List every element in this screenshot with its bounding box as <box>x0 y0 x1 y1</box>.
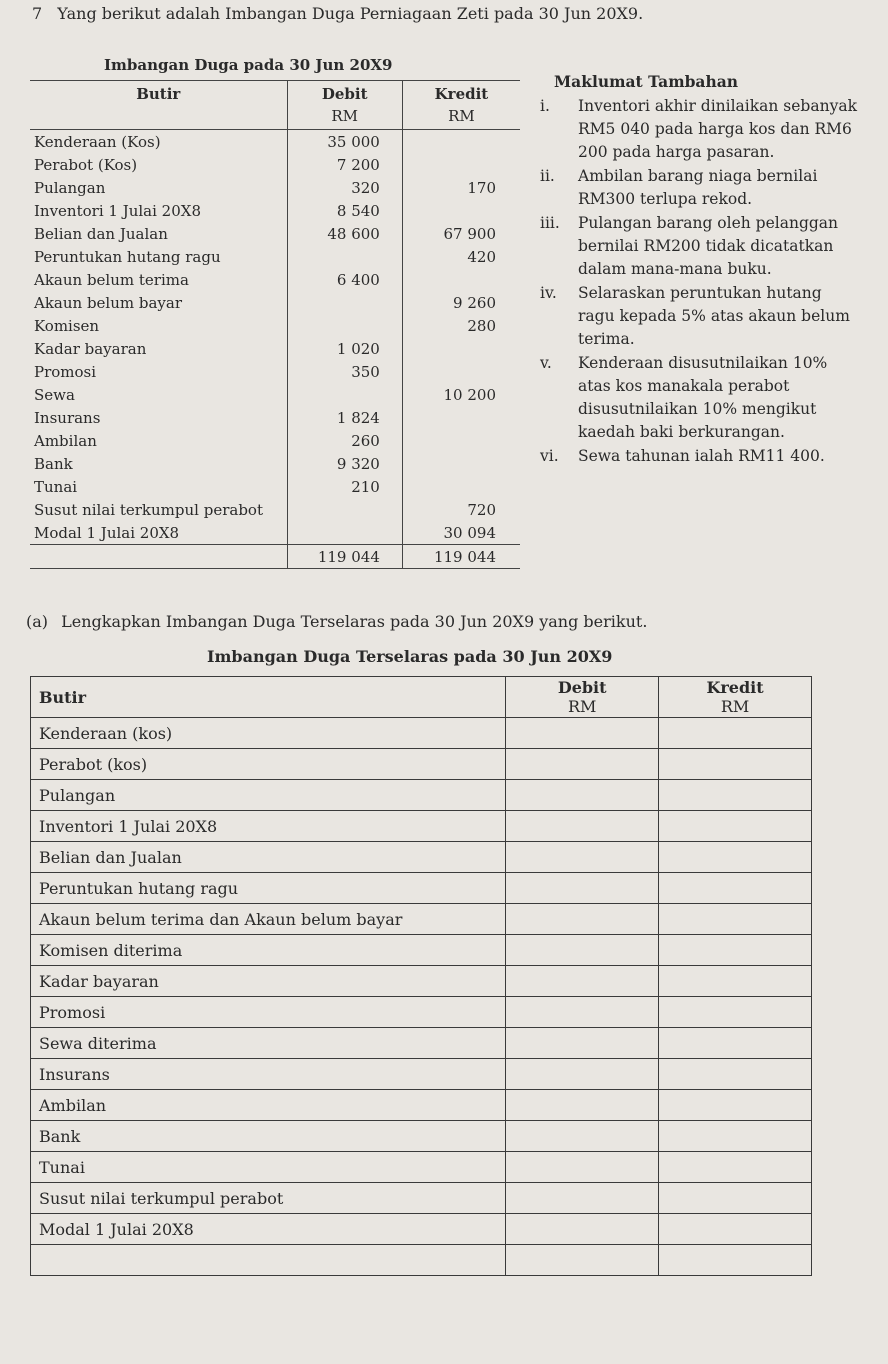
additional-info-item <box>540 445 860 468</box>
row-debit <box>287 521 402 545</box>
row-credit: 420 <box>402 245 520 268</box>
row-credit: 10 200 <box>402 383 520 406</box>
additional-info-title: Maklumat Tambahan <box>554 72 739 91</box>
trial-balance-row <box>30 245 520 268</box>
row-credit <box>402 268 520 291</box>
adjusted-total-debit-blank[interactable] <box>506 1245 659 1276</box>
row-debit: 1 020 <box>287 337 402 360</box>
header-debit-unit: RM <box>331 107 359 125</box>
adjusted-tb-row <box>31 1121 812 1152</box>
adjusted-tb-row <box>31 1059 812 1090</box>
adjusted-row-credit-blank[interactable] <box>659 811 812 842</box>
row-credit: 9 260 <box>402 291 520 314</box>
row-credit <box>402 199 520 222</box>
additional-info-list <box>540 95 860 468</box>
adjusted-tb-row <box>31 1214 812 1245</box>
additional-info-item <box>540 282 860 351</box>
row-credit <box>402 406 520 429</box>
adjusted-tb-row <box>31 1090 812 1121</box>
question-heading <box>32 4 643 23</box>
row-item: Perabot (Kos) <box>34 155 138 174</box>
row-debit: 260 <box>287 429 402 452</box>
row-item: Insurans <box>34 408 101 427</box>
adjusted-header-credit-label: Kredit <box>706 678 764 697</box>
adjusted-tb-total-row <box>31 1245 812 1276</box>
row-debit <box>287 498 402 521</box>
adjusted-row-debit-blank[interactable] <box>506 1152 659 1183</box>
row-item: Bank <box>34 454 73 473</box>
header-credit <box>402 81 520 130</box>
trial-balance-header-row <box>30 81 520 130</box>
adjusted-row-credit-blank[interactable] <box>659 1183 812 1214</box>
adjusted-tb-row <box>31 780 812 811</box>
row-credit <box>402 337 520 360</box>
adjusted-tb-header-row <box>31 677 812 718</box>
row-debit: 8 540 <box>287 199 402 222</box>
adjusted-row-credit-blank[interactable] <box>659 718 812 749</box>
row-debit: 350 <box>287 360 402 383</box>
trial-balance-row <box>30 360 520 383</box>
header-butir: Butir <box>30 81 287 130</box>
adjusted-row-item: Kenderaan (kos) <box>31 718 506 749</box>
additional-info-text: Inventori akhir dinilaikan sebanyak RM5 040 pada harga kos dan RM6 200 pada harga pasaran. <box>578 97 857 161</box>
header-debit-label: Debit <box>321 85 368 103</box>
adjusted-row-item: Ambilan <box>31 1090 506 1121</box>
adjusted-row-item: Komisen diterima <box>31 935 506 966</box>
row-credit: 280 <box>402 314 520 337</box>
trial-balance-row <box>30 291 520 314</box>
row-debit: 48 600 <box>287 222 402 245</box>
additional-info-number: ii. <box>540 167 555 185</box>
trial-balance-row <box>30 452 520 475</box>
header-credit-label: Kredit <box>434 85 489 103</box>
adjusted-row-debit-blank[interactable] <box>506 1059 659 1090</box>
adjusted-row-credit-blank[interactable] <box>659 935 812 966</box>
question-number: 7 <box>32 4 43 23</box>
additional-info-number: i. <box>540 97 550 115</box>
row-credit: 30 094 <box>402 521 520 545</box>
adjusted-tb-row <box>31 811 812 842</box>
total-debit: 119 044 <box>287 545 402 569</box>
additional-info-item <box>540 212 860 281</box>
adjusted-header-credit-unit: RM <box>720 697 750 716</box>
row-item: Peruntukan hutang ragu <box>34 247 221 266</box>
adjusted-tb-row <box>31 1183 812 1214</box>
adjusted-row-debit-blank[interactable] <box>506 1214 659 1245</box>
adjusted-row-credit-blank[interactable] <box>659 1121 812 1152</box>
row-item: Akaun belum terima <box>34 270 189 289</box>
adjusted-row-credit-blank[interactable] <box>659 1059 812 1090</box>
row-item: Promosi <box>34 362 97 381</box>
row-item: Kenderaan (Kos) <box>34 132 161 151</box>
adjusted-header-butir: Butir <box>31 677 506 718</box>
adjusted-tb-title: Imbangan Duga Terselaras pada 30 Jun 20X9 <box>207 647 613 666</box>
additional-info-item <box>540 165 860 211</box>
adjusted-trial-balance-table <box>30 676 812 1276</box>
adjusted-total-credit-blank[interactable] <box>659 1245 812 1276</box>
row-credit: 170 <box>402 176 520 199</box>
adjusted-row-item: Promosi <box>31 997 506 1028</box>
trial-balance-row <box>30 337 520 360</box>
adjusted-tb-row <box>31 904 812 935</box>
row-item: Belian dan Jualan <box>34 224 168 243</box>
adjusted-row-item: Modal 1 Julai 20X8 <box>31 1214 506 1245</box>
row-item: Inventori 1 Julai 20X8 <box>34 201 201 220</box>
row-credit <box>402 360 520 383</box>
adjusted-tb-body <box>31 718 812 1276</box>
header-debit <box>287 81 402 130</box>
additional-info-text: Ambilan barang niaga bernilai RM300 terlupa rekod. <box>578 167 818 208</box>
adjusted-tb-row <box>31 749 812 780</box>
adjusted-row-credit-blank[interactable] <box>659 873 812 904</box>
trial-balance-table <box>30 80 520 569</box>
question-intro: Yang berikut adalah Imbangan Duga Perniagaan Zeti pada 30 Jun 20X9. <box>57 4 644 23</box>
additional-info-item <box>540 352 860 444</box>
row-debit: 7 200 <box>287 153 402 176</box>
additional-info-number: vi. <box>540 447 559 465</box>
row-debit: 210 <box>287 475 402 498</box>
row-credit <box>402 475 520 498</box>
additional-info-text: Pulangan barang oleh pelanggan bernilai RM200 tidak dicatatkan dalam mana-mana buku. <box>578 214 839 278</box>
adjusted-row-item: Perabot (kos) <box>31 749 506 780</box>
trial-balance-row <box>30 406 520 429</box>
adjusted-row-item: Akaun belum terima dan Akaun belum bayar <box>31 904 506 935</box>
row-credit <box>402 429 520 452</box>
adjusted-tb-row <box>31 842 812 873</box>
trial-balance-row <box>30 130 520 154</box>
part-a-label: (a) <box>26 612 49 631</box>
additional-info-text: Selaraskan peruntukan hutang ragu kepada 5% atas akaun belum terima. <box>578 284 850 348</box>
row-item: Susut nilai terkumpul perabot <box>34 500 263 519</box>
adjusted-row-credit-blank[interactable] <box>659 966 812 997</box>
adjusted-total-label-blank <box>31 1245 506 1276</box>
adjusted-row-item: Kadar bayaran <box>31 966 506 997</box>
row-debit: 6 400 <box>287 268 402 291</box>
row-credit <box>402 130 520 154</box>
additional-info-text: Kenderaan disusutnilaikan 10% atas kos manakala perabot disusutnilaikan 10% mengikut kaedah baki berkurangan. <box>578 354 828 441</box>
adjusted-tb-row <box>31 1028 812 1059</box>
trial-balance-row <box>30 176 520 199</box>
row-debit: 320 <box>287 176 402 199</box>
adjusted-row-credit-blank[interactable] <box>659 1028 812 1059</box>
row-item: Akaun belum bayar <box>34 293 183 312</box>
adjusted-row-item: Bank <box>31 1121 506 1152</box>
row-item: Ambilan <box>34 431 97 450</box>
adjusted-header-debit-unit: RM <box>567 697 597 716</box>
adjusted-row-debit-blank[interactable] <box>506 935 659 966</box>
trial-balance-row <box>30 383 520 406</box>
adjusted-row-debit-blank[interactable] <box>506 904 659 935</box>
trial-balance-row <box>30 475 520 498</box>
adjusted-row-debit-blank[interactable] <box>506 842 659 873</box>
additional-info-number: iv. <box>540 284 557 302</box>
adjusted-row-credit-blank[interactable] <box>659 1214 812 1245</box>
adjusted-row-item: Susut nilai terkumpul perabot <box>31 1183 506 1214</box>
trial-balance-total-row <box>30 545 520 569</box>
row-debit: 35 000 <box>287 130 402 154</box>
total-label-cell <box>30 545 287 569</box>
trial-balance-row <box>30 268 520 291</box>
trial-balance-row <box>30 521 520 545</box>
trial-balance-row <box>30 199 520 222</box>
adjusted-tb-row <box>31 935 812 966</box>
adjusted-tb-row <box>31 997 812 1028</box>
adjusted-row-item: Pulangan <box>31 780 506 811</box>
row-item: Tunai <box>34 477 78 496</box>
adjusted-row-item: Belian dan Jualan <box>31 842 506 873</box>
adjusted-header-debit <box>506 677 659 718</box>
adjusted-row-item: Insurans <box>31 1059 506 1090</box>
adjusted-row-debit-blank[interactable] <box>506 1028 659 1059</box>
additional-info-number: v. <box>540 354 552 372</box>
adjusted-row-debit-blank[interactable] <box>506 1121 659 1152</box>
trial-balance-body <box>30 130 520 545</box>
adjusted-row-debit-blank[interactable] <box>506 811 659 842</box>
row-credit <box>402 452 520 475</box>
trial-balance-title: Imbangan Duga pada 30 Jun 20X9 <box>104 56 393 74</box>
row-debit <box>287 245 402 268</box>
row-credit: 720 <box>402 498 520 521</box>
adjusted-tb-row <box>31 873 812 904</box>
adjusted-row-credit-blank[interactable] <box>659 842 812 873</box>
trial-balance-row <box>30 498 520 521</box>
adjusted-row-item: Tunai <box>31 1152 506 1183</box>
adjusted-row-credit-blank[interactable] <box>659 780 812 811</box>
adjusted-row-item: Peruntukan hutang ragu <box>31 873 506 904</box>
adjusted-row-debit-blank[interactable] <box>506 749 659 780</box>
adjusted-header-debit-label: Debit <box>557 678 607 697</box>
adjusted-row-debit-blank[interactable] <box>506 873 659 904</box>
part-a-instruction <box>26 612 647 631</box>
row-debit <box>287 383 402 406</box>
trial-balance-row <box>30 314 520 337</box>
additional-info-text: Sewa tahunan ialah RM11 400. <box>578 447 825 465</box>
adjusted-row-credit-blank[interactable] <box>659 1152 812 1183</box>
row-item: Modal 1 Julai 20X8 <box>34 523 180 542</box>
adjusted-row-credit-blank[interactable] <box>659 904 812 935</box>
adjusted-row-debit-blank[interactable] <box>506 1183 659 1214</box>
row-debit: 9 320 <box>287 452 402 475</box>
adjusted-header-credit <box>659 677 812 718</box>
row-item: Sewa <box>34 385 75 404</box>
additional-info-item <box>540 95 860 164</box>
adjusted-row-credit-blank[interactable] <box>659 749 812 780</box>
adjusted-row-debit-blank[interactable] <box>506 966 659 997</box>
part-a-text: Lengkapkan Imbangan Duga Terselaras pada 30 Jun 20X9 yang berikut. <box>61 612 648 631</box>
adjusted-row-item: Inventori 1 Julai 20X8 <box>31 811 506 842</box>
adjusted-row-credit-blank[interactable] <box>659 1090 812 1121</box>
row-credit <box>402 153 520 176</box>
trial-balance-row <box>30 153 520 176</box>
trial-balance-row <box>30 429 520 452</box>
header-credit-unit: RM <box>448 107 475 125</box>
trial-balance-row <box>30 222 520 245</box>
adjusted-row-credit-blank[interactable] <box>659 997 812 1028</box>
row-item: Kadar bayaran <box>34 339 147 358</box>
row-debit: 1 824 <box>287 406 402 429</box>
adjusted-tb-row <box>31 718 812 749</box>
adjusted-row-debit-blank[interactable] <box>506 718 659 749</box>
row-item: Komisen <box>34 316 100 335</box>
adjusted-row-debit-blank[interactable] <box>506 997 659 1028</box>
additional-info-number: iii. <box>540 214 560 232</box>
row-credit: 67 900 <box>402 222 520 245</box>
adjusted-row-debit-blank[interactable] <box>506 1090 659 1121</box>
adjusted-tb-row <box>31 966 812 997</box>
row-item: Pulangan <box>34 178 106 197</box>
row-debit <box>287 291 402 314</box>
additional-info <box>540 70 860 469</box>
adjusted-row-debit-blank[interactable] <box>506 780 659 811</box>
adjusted-row-item: Sewa diterima <box>31 1028 506 1059</box>
adjusted-tb-row <box>31 1152 812 1183</box>
row-debit <box>287 314 402 337</box>
total-credit: 119 044 <box>402 545 520 569</box>
